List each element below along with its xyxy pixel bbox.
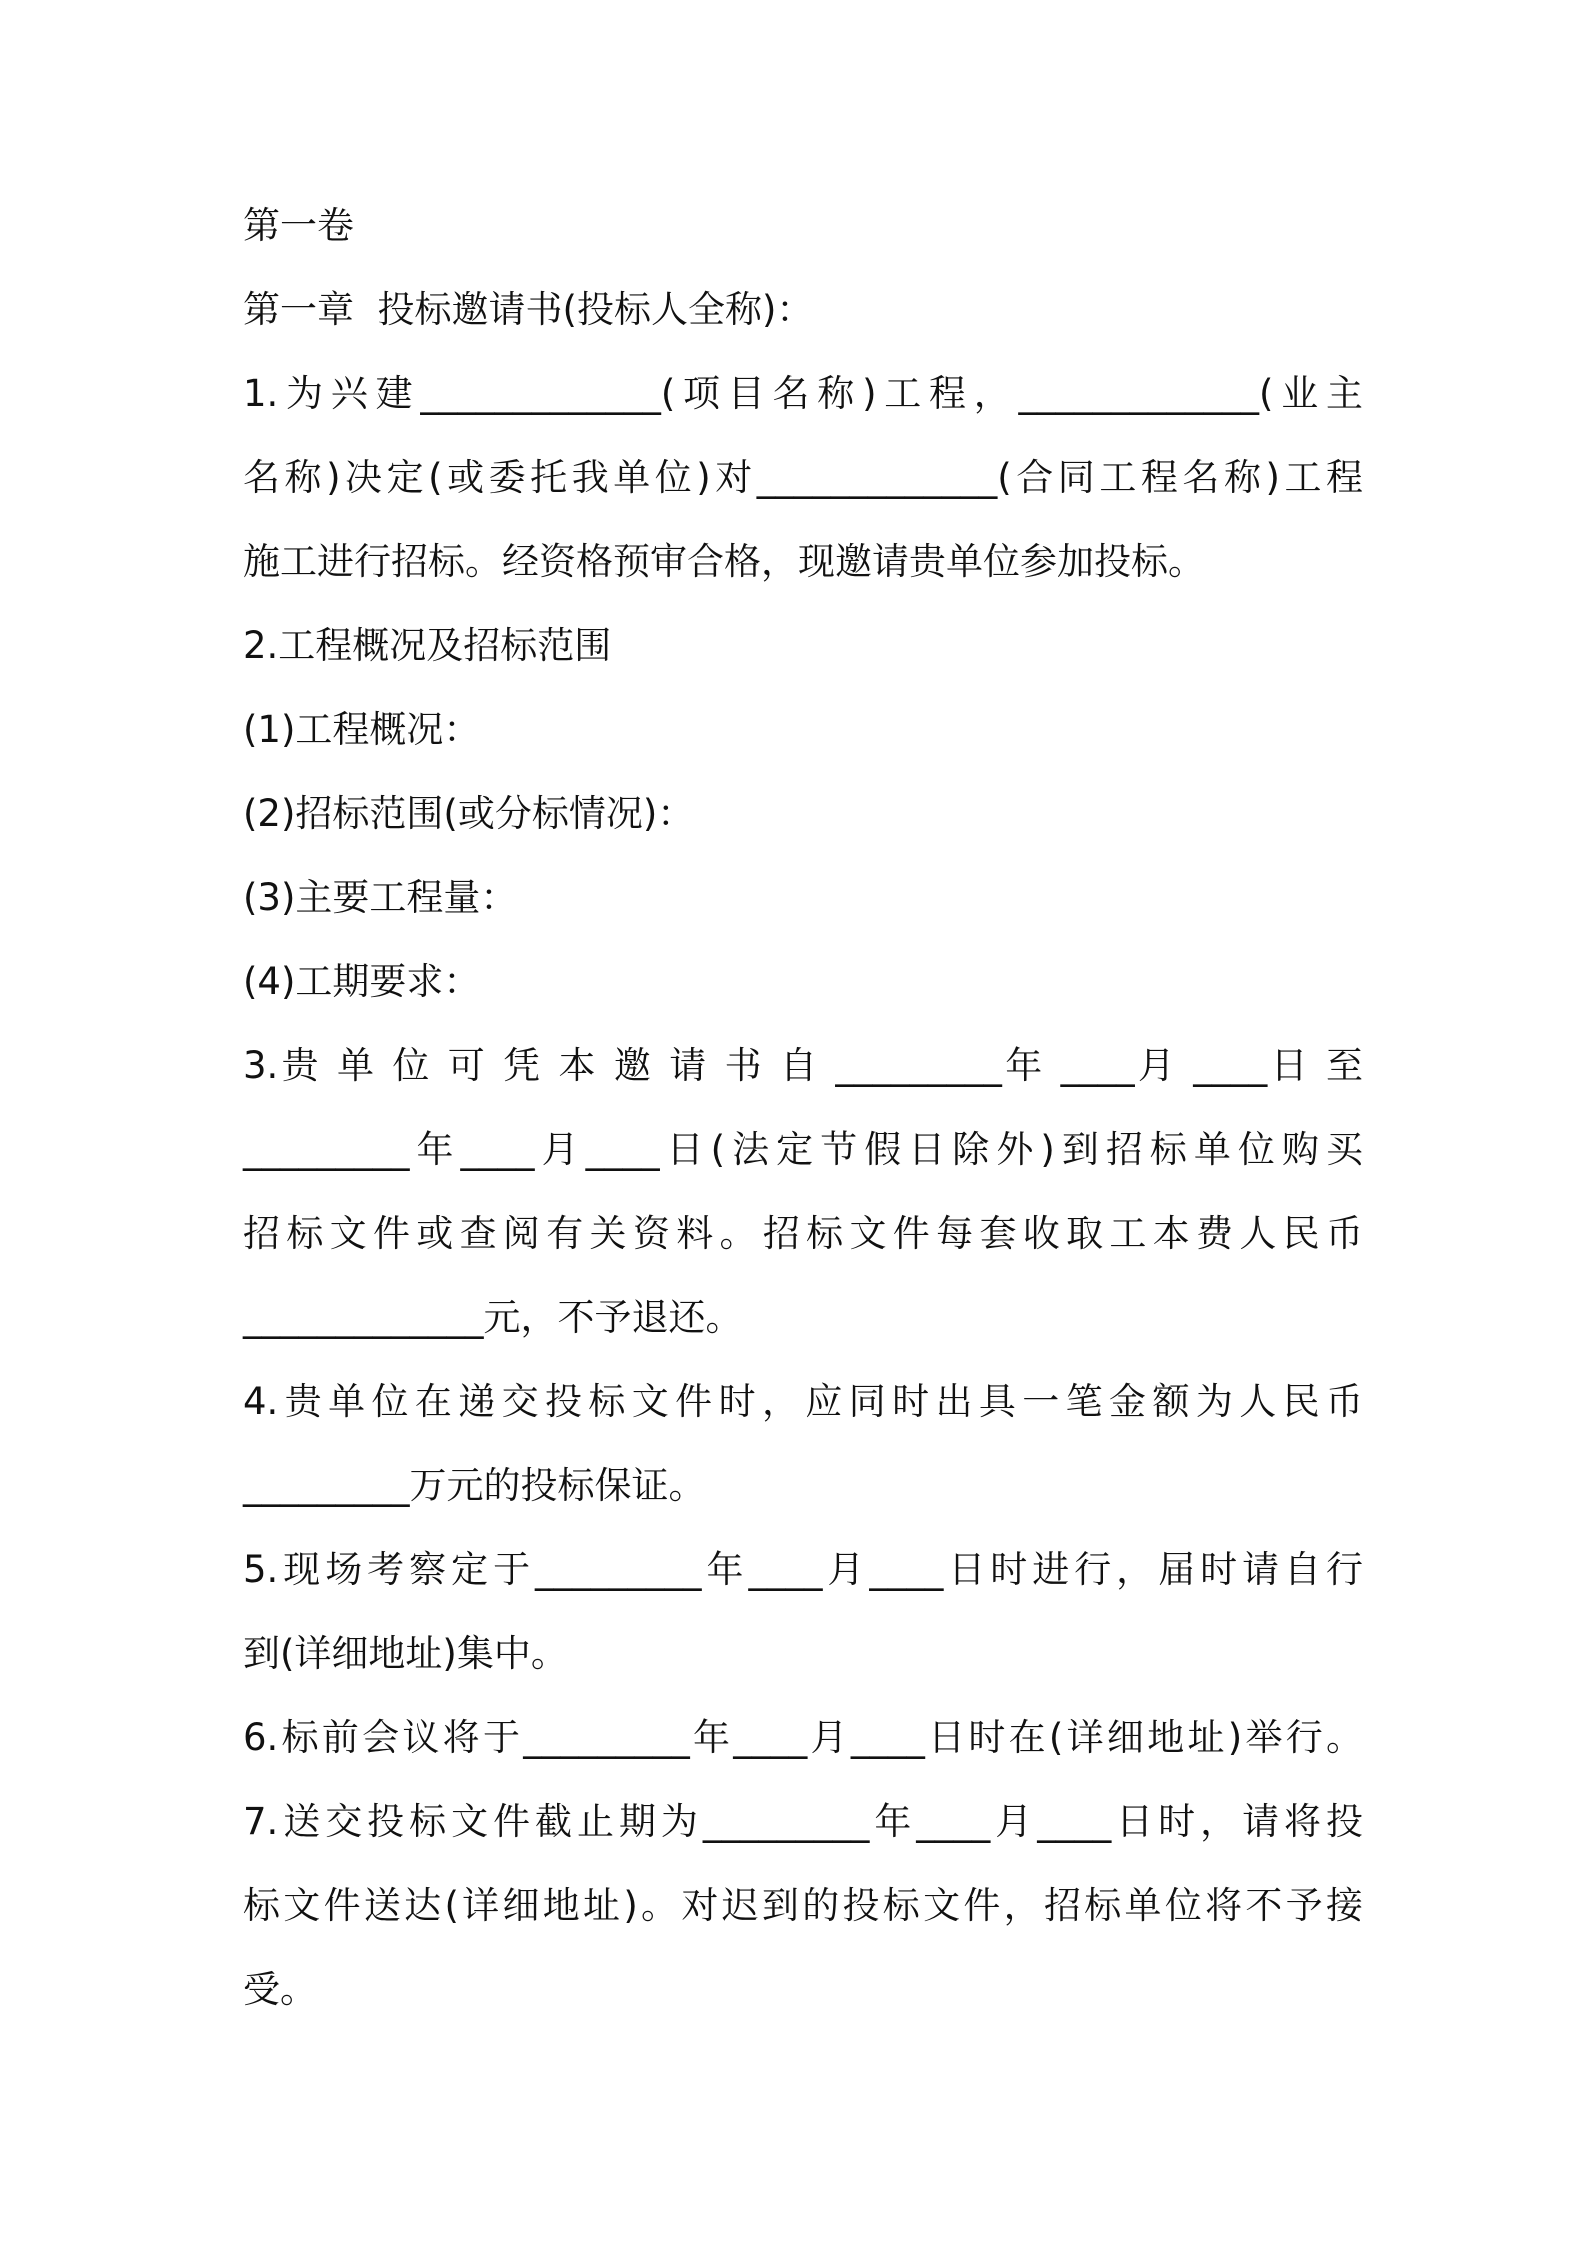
paragraph-7-line-2: 标文件送达(详细地址)。对迟到的投标文件，招标单位将不予接 bbox=[243, 1884, 1363, 1927]
volume-heading: 第一卷 bbox=[243, 204, 354, 247]
paragraph-1-line-1: 1.为兴建_____________(项目名称)工程，_____________(业主 bbox=[243, 372, 1363, 415]
paragraph-4-line-1: 4.贵单位在递交投标文件时，应同时出具一笔金额为人民币 bbox=[243, 1380, 1363, 1423]
paragraph-3-line-3: 招标文件或查阅有关资料。招标文件每套收取工本费人民币 bbox=[243, 1212, 1363, 1255]
item-schedule-requirement: (4)工期要求： bbox=[243, 960, 481, 1003]
paragraph-1-line-2: 名称)决定(或委托我单位)对_____________(合同工程名称)工程 bbox=[243, 456, 1363, 499]
paragraph-6-line-1: 6.标前会议将于_________年____月____日时在(详细地址)举行。 bbox=[243, 1716, 1363, 1759]
paragraph-3-line-4: _____________元，不予退还。 bbox=[243, 1296, 743, 1339]
item-bidding-scope: (2)招标范围(或分标情况)： bbox=[243, 792, 695, 835]
item-project-overview: (1)工程概况： bbox=[243, 708, 481, 751]
section-2-heading: 2.工程概况及招标范围 bbox=[243, 624, 612, 667]
paragraph-7-line-1: 7.送交投标文件截止期为_________年____月____日时，请将投 bbox=[243, 1800, 1363, 1843]
paragraph-4-line-2: _________万元的投标保证。 bbox=[243, 1464, 706, 1507]
item-main-quantities: (3)主要工程量： bbox=[243, 876, 518, 919]
chapter-title: 第一章 投标邀请书(投标人全称)： bbox=[243, 288, 814, 331]
paragraph-1-line-3: 施工进行招标。经资格预审合格，现邀请贵单位参加投标。 bbox=[243, 540, 1205, 583]
paragraph-3-line-1: 3.贵 单 位 可 凭 本 邀 请 书 自 _________年 ____月 ____日 至 bbox=[243, 1044, 1363, 1087]
paragraph-5-line-2: 到(详细地址)集中。 bbox=[243, 1632, 568, 1675]
paragraph-7-line-3: 受。 bbox=[243, 1968, 317, 2011]
paragraph-5-line-1: 5.现场考察定于_________年____月____日时进行，届时请自行 bbox=[243, 1548, 1363, 1591]
paragraph-3-line-2: _________年____月____日(法定节假日除外)到招标单位购买 bbox=[243, 1128, 1363, 1171]
